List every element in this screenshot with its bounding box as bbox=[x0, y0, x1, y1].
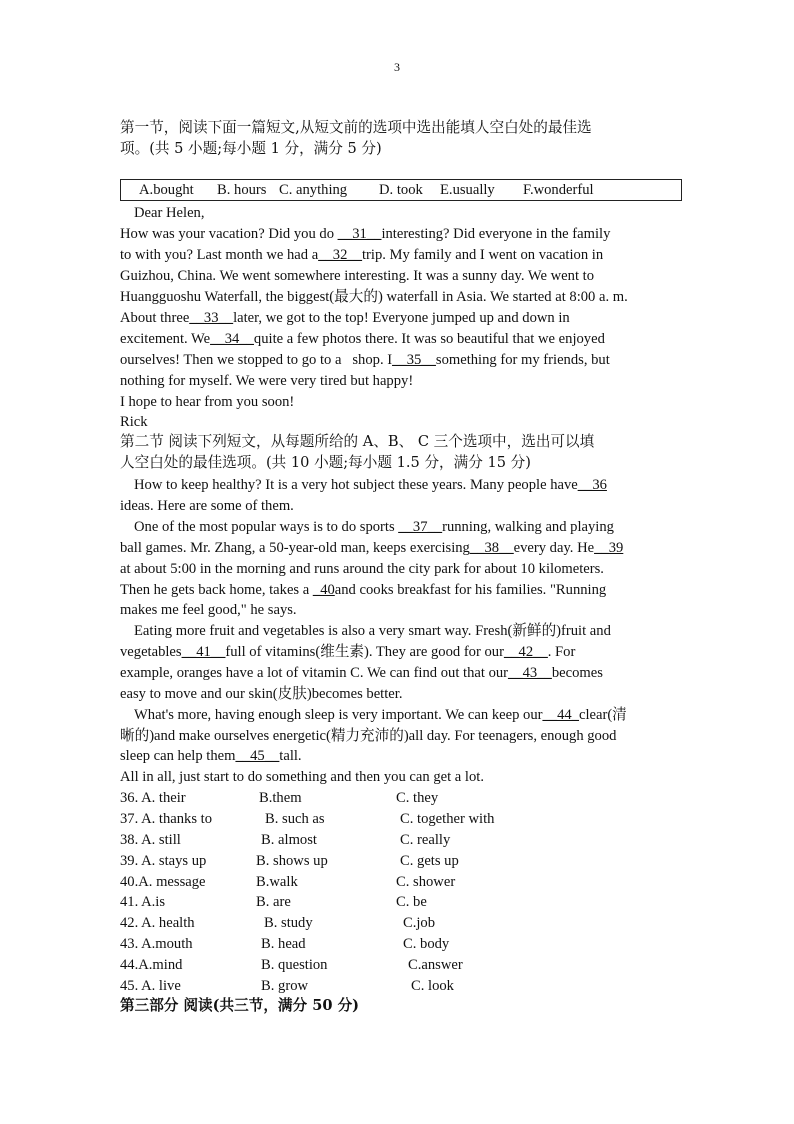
letter-line: excitement. We__34__quite a few photos there. It was so beautiful that we enjoyed bbox=[120, 331, 605, 347]
choice-c[interactable]: C. shower bbox=[396, 874, 456, 890]
choice-b[interactable]: B. are bbox=[256, 894, 291, 910]
blank-35[interactable]: __35__ bbox=[392, 352, 436, 368]
passage-line: easy to move and our skin(皮肤)becomes better. bbox=[120, 686, 403, 702]
choice-b[interactable]: B.them bbox=[259, 790, 302, 806]
section2-instruction-line2: 人空白处的最佳选项。(共 10 小题;每小题 1.5 分，满分 15 分) bbox=[120, 454, 531, 471]
blank-39[interactable]: __39 bbox=[594, 540, 624, 556]
choice-a[interactable]: 42. A. health bbox=[120, 915, 195, 931]
passage-line: vegetables__41__full of vitamins(维生素). They are good for our__42__. For bbox=[120, 644, 576, 660]
blank-36[interactable]: __36 bbox=[577, 477, 607, 493]
choice-c[interactable]: C. gets up bbox=[400, 853, 459, 869]
passage-line: All in all, just start to do something and then you can get a lot. bbox=[120, 769, 484, 785]
word-options-box bbox=[120, 179, 682, 201]
choice-a[interactable]: 44.A.mind bbox=[120, 957, 183, 973]
passage-line: ball games. Mr. Zhang, a 50-year-old man, keeps exercising__38__every day. He__39 bbox=[120, 540, 624, 556]
part3-heading: 第三部分 阅读(共三节，满分 50 分) bbox=[120, 997, 360, 1014]
blank-37[interactable]: __37__ bbox=[398, 519, 443, 535]
blank-32[interactable]: __32__ bbox=[318, 247, 362, 263]
letter-closing: I hope to hear from you soon! bbox=[120, 394, 295, 410]
blank-45[interactable]: __45__ bbox=[235, 748, 280, 764]
blank-38[interactable]: __38__ bbox=[469, 540, 514, 556]
choice-b[interactable]: B. study bbox=[264, 915, 313, 931]
choice-a[interactable]: 38. A. still bbox=[120, 832, 181, 848]
section1-instruction-line2: 项。(共 5 小题;每小题 1 分，满分 5 分) bbox=[120, 140, 382, 157]
option-f: F.wonderful bbox=[523, 182, 594, 198]
choice-a[interactable]: 41. A.is bbox=[120, 894, 166, 910]
passage-line: example, oranges have a lot of vitamin C. We can find out that our__43__becomes bbox=[120, 665, 603, 681]
choice-a[interactable]: 37. A. thanks to bbox=[120, 811, 213, 827]
choice-b[interactable]: B.walk bbox=[256, 874, 298, 890]
page-number: 3 bbox=[394, 60, 400, 74]
section2-instruction-line1: 第二节 阅读下列短文，从每题所给的 A、B、 C 三个选项中，选出可以填 bbox=[120, 433, 595, 450]
letter-line: to with you? Last month we had a__32__trip. My family and I went on vacation in bbox=[120, 247, 604, 263]
choice-a[interactable]: 45. A. live bbox=[120, 978, 181, 994]
choice-b[interactable]: B. shows up bbox=[256, 853, 328, 869]
passage-line: How to keep healthy? It is a very hot subject these years. Many people have__36 bbox=[134, 477, 607, 493]
choice-a[interactable]: 39. A. stays up bbox=[120, 853, 207, 869]
letter-line: Huangguoshu Waterfall, the biggest(最大的) waterfall in Asia. We started at 8:00 a. m. bbox=[120, 289, 628, 305]
choice-b[interactable]: B. grow bbox=[261, 978, 309, 994]
blank-34[interactable]: __34__ bbox=[210, 331, 254, 347]
blank-44[interactable]: __44_ bbox=[542, 707, 579, 723]
letter-salutation: Dear Helen, bbox=[134, 205, 205, 221]
option-c: C. anything bbox=[279, 182, 348, 198]
letter-signature: Rick bbox=[120, 414, 148, 430]
choice-b[interactable]: B. question bbox=[261, 957, 328, 973]
passage-line: 晰的)and make ourselves energetic(精力充沛的)all day. For teenagers, enough good bbox=[120, 728, 617, 744]
blank-41[interactable]: __41__ bbox=[181, 644, 226, 660]
blank-40[interactable]: _40 bbox=[312, 582, 335, 598]
choice-c[interactable]: C. together with bbox=[400, 811, 495, 827]
passage-line: makes me feel good," he says. bbox=[120, 602, 297, 618]
letter-line: Guizhou, China. We went somewhere interesting. It was a sunny day. We went to bbox=[120, 268, 595, 284]
choice-a[interactable]: 43. A.mouth bbox=[120, 936, 193, 952]
choice-c[interactable]: C.answer bbox=[408, 957, 463, 973]
blank-43[interactable]: __43__ bbox=[508, 665, 552, 681]
letter-line: About three__33__later, we got to the top! Everyone jumped up and down in bbox=[120, 310, 570, 326]
passage-line: sleep can help them__45__tall. bbox=[120, 748, 302, 764]
letter-line: How was your vacation? Did you do __31__interesting? Did everyone in the family bbox=[120, 226, 611, 242]
passage-line: One of the most popular ways is to do sports __37__running, walking and playing bbox=[134, 519, 614, 535]
blank-31[interactable]: __31__ bbox=[337, 226, 382, 242]
blank-33[interactable]: __33__ bbox=[189, 310, 234, 326]
choice-c[interactable]: C. look bbox=[411, 978, 454, 994]
choice-a[interactable]: 36. A. their bbox=[120, 790, 186, 806]
letter-line: ourselves! Then we stopped to go to a shop. I__35__something for my friends, but bbox=[120, 352, 610, 368]
passage-line: at about 5:00 in the morning and runs around the city park for about 10 kilometers. bbox=[120, 561, 604, 577]
option-e: E.usually bbox=[440, 182, 495, 198]
choice-c[interactable]: C. body bbox=[403, 936, 450, 952]
choice-a[interactable]: 40.A. message bbox=[120, 874, 206, 890]
choice-c[interactable]: C. they bbox=[396, 790, 439, 806]
blank-42[interactable]: __42__ bbox=[503, 644, 548, 660]
passage-line: ideas. Here are some of them. bbox=[120, 498, 294, 514]
passage-line: What's more, having enough sleep is very important. We can keep our__44_clear(清 bbox=[134, 707, 627, 723]
option-a: A.bought bbox=[139, 182, 194, 198]
choice-b[interactable]: B. such as bbox=[265, 811, 325, 827]
passage-line: Then he gets back home, takes a _40and cooks breakfast for his families. "Running bbox=[120, 582, 607, 598]
option-b: B. hours bbox=[217, 182, 267, 198]
option-d: D. took bbox=[379, 182, 423, 198]
passage-line: Eating more fruit and vegetables is also a very smart way. Fresh(新鲜的)fruit and bbox=[134, 623, 611, 639]
choice-c[interactable]: C. really bbox=[400, 832, 451, 848]
choice-c[interactable]: C.job bbox=[403, 915, 436, 931]
choice-b[interactable]: B. head bbox=[261, 936, 306, 952]
letter-line: nothing for myself. We were very tired but happy! bbox=[120, 373, 414, 389]
choice-c[interactable]: C. be bbox=[396, 894, 427, 910]
choice-b[interactable]: B. almost bbox=[261, 832, 317, 848]
section1-instruction-line1: 第一节，阅读下面一篇短文,从短文前的选项中选出能填人空白处的最佳选 bbox=[120, 119, 592, 136]
